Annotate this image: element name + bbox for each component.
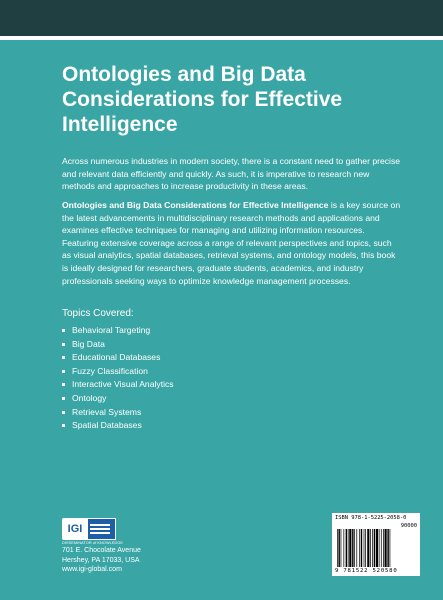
intro-paragraph: Across numerous industries in modern society, there is a constant need to gather precise and relevant data efficiently and quickly. As such, it is imperative to research new methods and approaches to increase productivity in these areas.: [62, 156, 401, 192]
isbn-text: ISBN 978-1-5225-2058-0: [335, 515, 407, 521]
topic-item: Interactive Visual Analytics: [62, 378, 174, 392]
topic-item: Spatial Databases: [62, 419, 174, 433]
topic-item: Behavioral Targeting: [62, 324, 174, 338]
publisher-address: [62, 546, 141, 575]
topic-item: Ontology: [62, 392, 174, 406]
description-title: Ontologies and Big Data Considerations for Effective Intelligence: [62, 200, 329, 210]
topic-item: Educational Databases: [62, 351, 174, 365]
top-divider: [0, 36, 443, 40]
topic-item: Retrieval Systems: [62, 406, 174, 420]
topic-item: Fuzzy Classification: [62, 365, 174, 379]
topic-item: Big Data: [62, 338, 174, 352]
top-band: [0, 0, 443, 36]
publisher-logo: [62, 518, 116, 540]
address-line-2: Hershey, PA 17033, USA: [62, 556, 140, 564]
topics-heading: Topics Covered:: [62, 308, 134, 319]
logo-text: IGI: [62, 518, 88, 540]
book-title: Ontologies and Big Data Considerations for Effective Intelligence: [62, 63, 343, 136]
address-line-1: 701 E. Chocolate Avenue: [62, 547, 141, 554]
barcode: [332, 513, 420, 576]
description-paragraph: [62, 199, 402, 287]
price-code: 90000: [400, 523, 417, 529]
publisher-website: www.igi-global.com: [62, 566, 122, 573]
logo-tagline: DISSEMINATOR of KNOWLEDGE: [62, 541, 124, 545]
topics-list: [62, 324, 174, 433]
barcode-bars-icon: [337, 529, 415, 567]
barcode-number: 9 781522 520580: [335, 568, 398, 574]
logo-stripes-icon: [88, 518, 116, 540]
description-body: is a key source on the latest advancements in multidisciplinary research methods and applications and examines effective techniques for managing and utilizing information resources. Featuring extensive coverage across a range of relevant perspectives and topics, such as visual analytics, spatial databases, retrieval systems, and ontology models, this book is ideally designed for researchers, graduate students, academics, and industry professionals seeking ways to optimize knowledge management processes.: [62, 200, 401, 286]
